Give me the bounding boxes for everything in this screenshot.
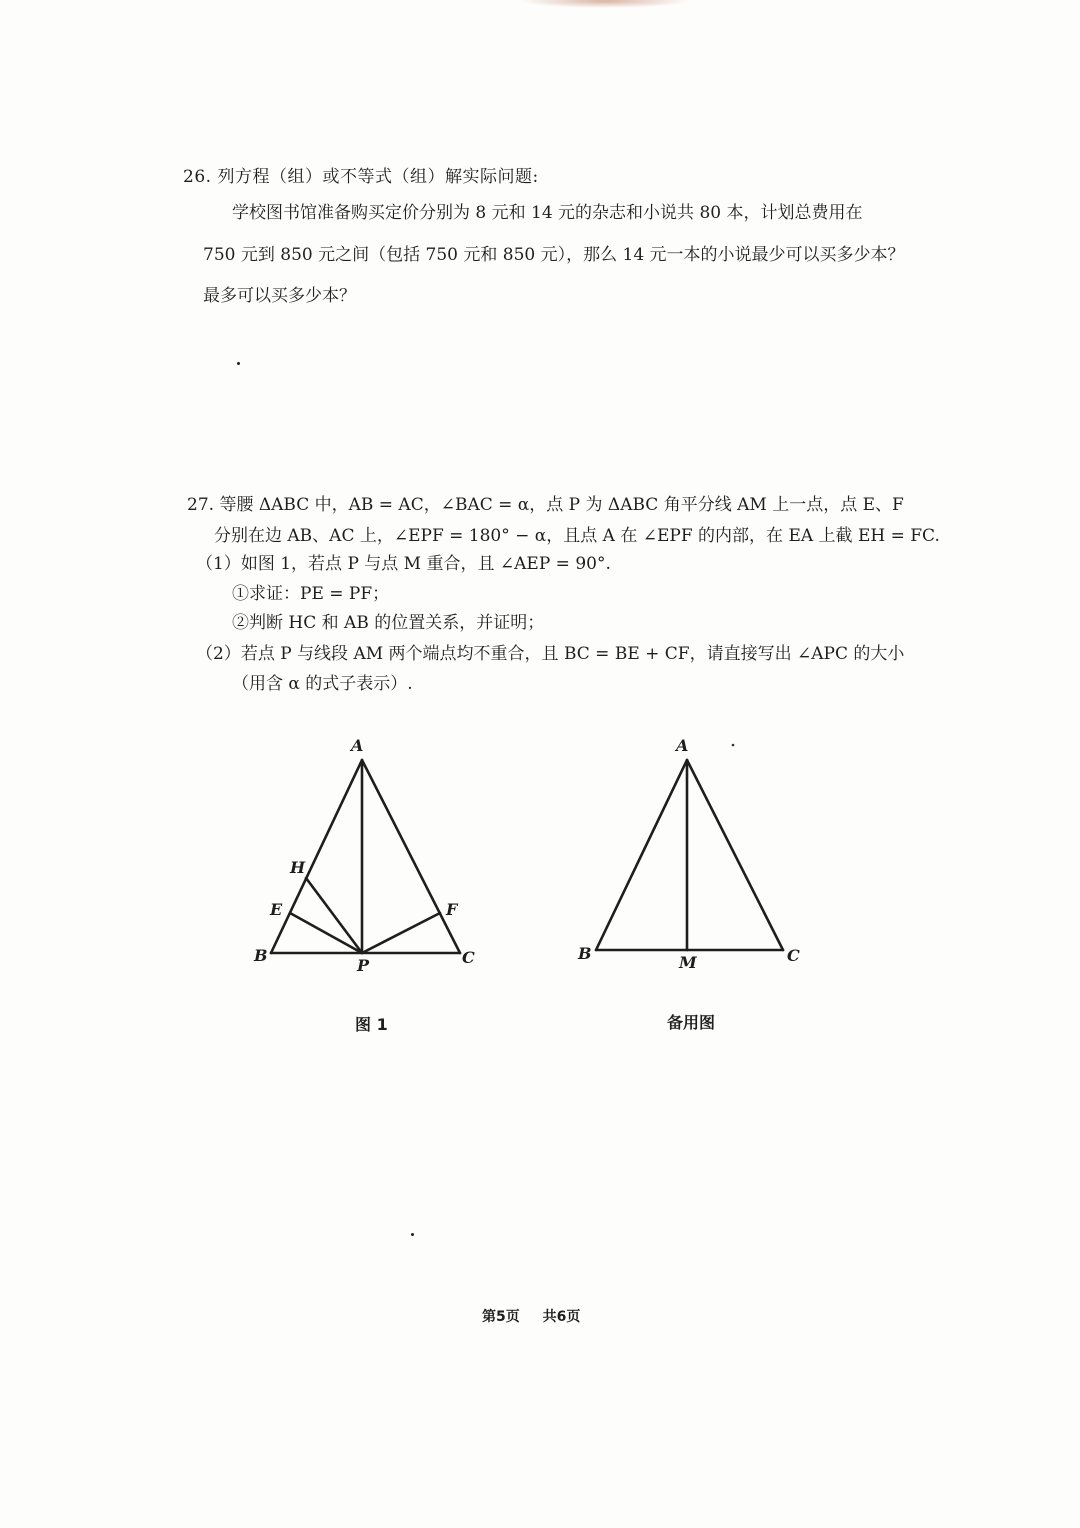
scan-speck: [732, 744, 735, 747]
fig1-label-F: F: [446, 900, 458, 919]
q27-line-1: 27. 等腰 ΔABC 中，AB = AC，∠BAC = α，点 P 为 ΔABC 角平分线 AM 上一点，点 E、F: [187, 495, 904, 515]
fig1-label-C: C: [462, 948, 475, 967]
figure-2-caption: 备用图: [667, 1013, 716, 1032]
fig2-label-M: M: [679, 953, 697, 972]
fig1-segment-EP: [290, 913, 362, 953]
fig1-side-AB: [271, 760, 362, 953]
q27-part2-cont: （用含 α 的式子表示）.: [232, 674, 413, 694]
fig2-label-A: A: [676, 736, 689, 755]
fig1-segment-FP: [362, 913, 440, 953]
q27-part1-sub2: ②判断 HC 和 AB 的位置关系，并证明；: [232, 613, 545, 633]
q26-line-3: 最多可以买多少本？: [203, 286, 356, 306]
fig2-label-C: C: [787, 946, 800, 965]
fig1-label-H: H: [290, 858, 306, 877]
fig1-label-A: A: [351, 736, 364, 755]
fig2-side-AC: [687, 760, 783, 950]
page-footer: 第5页 共6页: [482, 1309, 581, 1325]
q27-part2-line: （2）若点 P 与线段 AM 两个端点均不重合，且 BC = BE + CF，请直接写出 ∠APC 的大小: [196, 644, 905, 664]
fig1-segment-HP: [306, 878, 362, 953]
fig1-label-P: P: [357, 956, 370, 975]
fig2-side-AB: [596, 760, 687, 950]
figure-1-caption: 图 1: [355, 1015, 388, 1034]
fig1-label-B: B: [254, 946, 268, 965]
q26-line-2: 750 元到 850 元之间（包括 750 元和 850 元），那么 14 元一本的小说最少可以买多少本？: [203, 245, 905, 265]
q27-part1-line: （1）如图 1，若点 P 与点 M 重合，且 ∠AEP = 90°.: [196, 554, 611, 574]
scan-speck: [411, 1233, 414, 1236]
q26-line-1: 学校图书馆准备购买定价分别为 8 元和 14 元的杂志和小说共 80 本，计划总费用在: [232, 203, 863, 223]
fig1-label-E: E: [270, 900, 283, 919]
q27-line-2: 分别在边 AB、AC 上，∠EPF = 180° − α，且点 A 在 ∠EPF 的内部，在 EA 上截 EH = FC.: [214, 526, 940, 546]
q26-title: 26. 列方程（组）或不等式（组）解实际问题:: [183, 167, 539, 187]
fig2-label-B: B: [578, 944, 592, 963]
fig1-side-AC: [362, 760, 460, 953]
q27-part1-sub1: ①求证：PE = PF；: [232, 584, 390, 604]
